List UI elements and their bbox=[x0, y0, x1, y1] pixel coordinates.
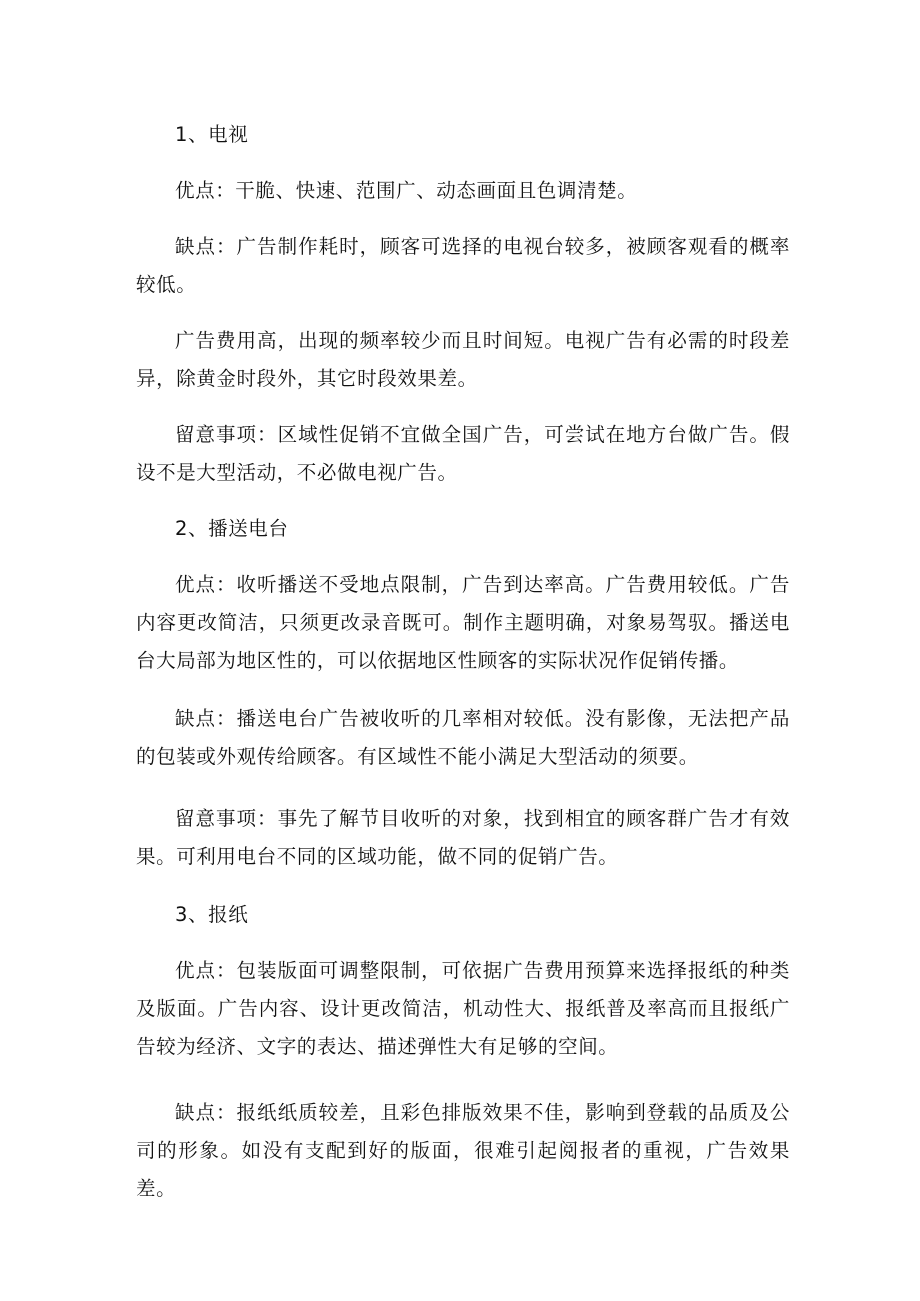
tv-notes-paragraph: 留意事项：区域性促销不宜做全国广告，可尝试在地方台做广告。假设不是大型活动，不必做电视广告。 bbox=[136, 423, 790, 484]
tv-advantages-paragraph: 优点：干脆、快速、范围广、动态画面且色调清楚。 bbox=[175, 179, 638, 202]
radio-disadvantages-paragraph: 缺点：播送电台广告被收听的几率相对较低。没有影像，无法把产品的包装或外观传给顾客。有区域性不能小满足大型活动的须要。 bbox=[136, 707, 790, 768]
section-heading-newspaper: 3、报纸 bbox=[175, 903, 249, 926]
section-heading-tv: 1、电视 bbox=[175, 123, 249, 146]
tv-cost-paragraph: 广告费用高，出现的频率较少而且时间短。电视广告有必需的时段差异，除黄金时段外，其它时段效果差。 bbox=[136, 329, 790, 390]
newspaper-advantages-paragraph: 优点：包装版面可调整限制，可依据广告费用预算来选择报纸的种类及版面。广告内容、设计更改简洁，机动性大、报纸普及率高而且报纸广告较为经济、文字的表达、描述弹性大有足够的空间。 bbox=[136, 959, 790, 1058]
section-heading-radio: 2、播送电台 bbox=[175, 517, 289, 540]
radio-notes-paragraph: 留意事项：事先了解节目收听的对象，找到相宜的顾客群广告才有效果。可利用电台不同的区域功能，做不同的促销广告。 bbox=[136, 807, 790, 868]
document-body bbox=[136, 116, 790, 1208]
tv-disadvantages-paragraph: 缺点：广告制作耗时，顾客可选择的电视台较多，被顾客观看的概率较低。 bbox=[136, 235, 790, 296]
newspaper-disadvantages-paragraph: 缺点：报纸纸质较差，且彩色排版效果不佳，影响到登载的品质及公司的形象。如没有支配到好的版面，很难引起阅报者的重视，广告效果差。 bbox=[136, 1101, 790, 1200]
radio-advantages-paragraph: 优点：收听播送不受地点限制，广告到达率高。广告费用较低。广告内容更改简洁，只须更改录音既可。制作主题明确，对象易驾驭。播送电台大局部为地区性的，可以依据地区性顾客的实际状况作促销传播。 bbox=[136, 573, 790, 672]
